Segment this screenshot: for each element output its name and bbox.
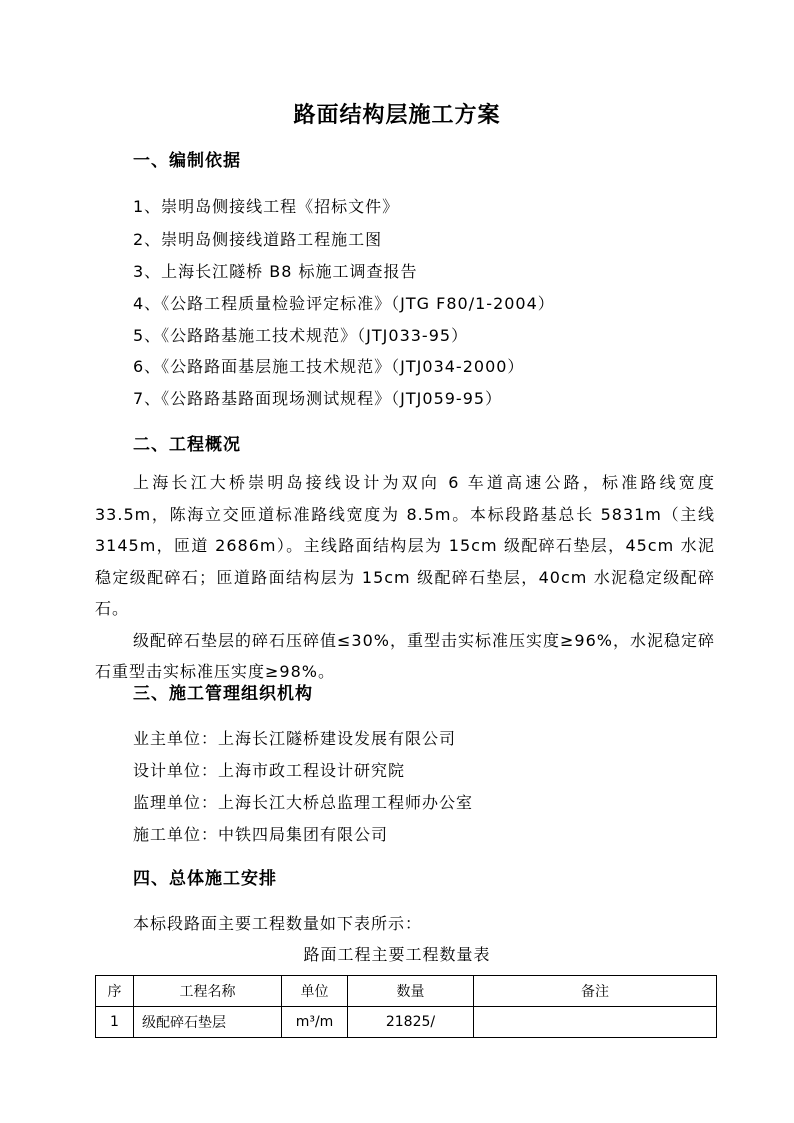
arrangement-intro: 本标段路面主要工程数量如下表所示： bbox=[133, 914, 423, 933]
basis-item: 7、《公路路基路面现场测试规程》（JTJ059-95） bbox=[133, 389, 503, 408]
table-header-row bbox=[96, 976, 717, 1007]
organization-item: 业主单位：上海长江隧桥建设发展有限公司 bbox=[133, 729, 457, 748]
basis-item: 6、《公路路面基层施工技术规范》（JTJ034-2000） bbox=[133, 357, 525, 376]
column-header: 工程名称 bbox=[134, 976, 282, 1007]
organization-item: 设计单位：上海市政工程设计研究院 bbox=[133, 761, 406, 780]
column-header: 数量 bbox=[348, 976, 474, 1007]
table-caption: 路面工程主要工程数量表 bbox=[303, 945, 491, 964]
section-heading-overview: 二、工程概况 bbox=[133, 435, 241, 455]
table-cell-name: 级配碎石垫层 bbox=[134, 1007, 282, 1038]
table-cell-quantity: 21825/ bbox=[348, 1007, 474, 1038]
table-cell-index: 1 bbox=[96, 1007, 134, 1038]
basis-item: 4、《公路工程质量检验评定标准》（JTG F80/1-2004） bbox=[133, 294, 555, 313]
basis-item: 1、崇明岛侧接线工程《招标文件》 bbox=[133, 197, 400, 216]
quantity-table bbox=[95, 975, 717, 1038]
table-cell-remark bbox=[474, 1007, 717, 1038]
basis-item: 2、崇明岛侧接线道路工程施工图 bbox=[133, 230, 383, 249]
section-heading-arrangement: 四、总体施工安排 bbox=[133, 869, 277, 889]
basis-item: 3、上海长江隧桥 B8 标施工调查报告 bbox=[133, 262, 418, 281]
organization-item: 施工单位：中铁四局集团有限公司 bbox=[133, 825, 389, 844]
column-header: 备注 bbox=[474, 976, 717, 1007]
overview-text bbox=[95, 467, 715, 688]
table-row bbox=[96, 1007, 717, 1038]
column-header: 序 bbox=[96, 976, 134, 1007]
column-header: 单位 bbox=[282, 976, 348, 1007]
page-title: 路面结构层施工方案 bbox=[293, 102, 501, 128]
section-heading-organization: 三、施工管理组织机构 bbox=[133, 684, 313, 704]
table-cell-unit: m³/m bbox=[282, 1007, 348, 1038]
overview-paragraph: 上海长江大桥崇明岛接线设计为双向 6 车道高速公路，标准路线宽度 33.5m，陈海立交匝道标准路线宽度为 8.5m。本标段路基总长 5831m（主线 3145m，匝道 2686m）。主线路面结构层为 15cm 级配碎石垫层，45cm 水泥稳定级配碎石；匝道路面结构层为 15cm 级配碎石垫层，40cm 水泥稳定级配碎石。 bbox=[95, 473, 715, 618]
overview-paragraph: 级配碎石垫层的碎石压碎值≤30%，重型击实标准压实度≥96%，水泥稳定碎石重型击实标准压实度≥98%。 bbox=[95, 630, 715, 681]
basis-item: 5、《公路路基施工技术规范》（JTJ033-95） bbox=[133, 326, 469, 345]
organization-item: 监理单位：上海长江大桥总监理工程师办公室 bbox=[133, 793, 474, 812]
section-heading-basis: 一、编制依据 bbox=[133, 151, 241, 171]
